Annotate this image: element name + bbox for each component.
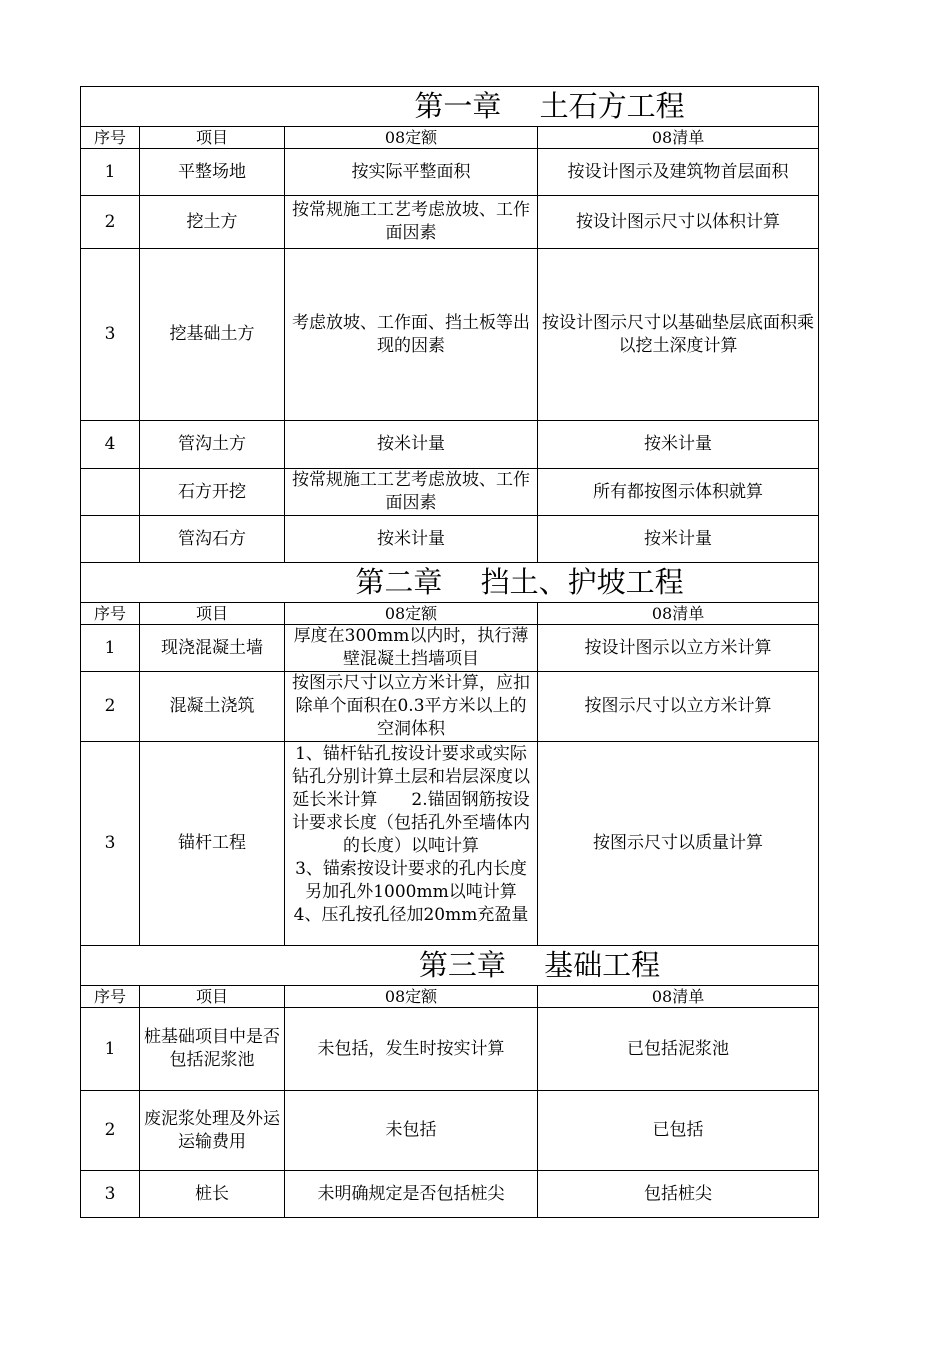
table-row (81, 249, 819, 421)
row-item: 石方开挖 (140, 469, 285, 516)
row-no: 3 (81, 742, 140, 946)
row-quota: 未包括 (285, 1091, 538, 1171)
row-item: 管沟土方 (140, 421, 285, 469)
header-no: 序号 (81, 127, 140, 149)
header-quota: 08定额 (285, 986, 538, 1008)
row-no (81, 516, 140, 563)
row-no: 4 (81, 421, 140, 469)
row-list: 按设计图示及建筑物首层面积 (538, 149, 819, 196)
header-list: 08清单 (538, 603, 819, 625)
header-no: 序号 (81, 986, 140, 1008)
header-no: 序号 (81, 603, 140, 625)
chapter-title-row (81, 563, 819, 603)
row-list: 已包括泥浆池 (538, 1008, 819, 1091)
row-list: 包括桩尖 (538, 1171, 819, 1218)
row-quota: 1、锚杆钻孔按设计要求或实际钻孔分别计算土层和岩层深度以延长米计算 2.锚固钢筋按设计要求长度（包括孔外至墙体内的长度）以吨计算 3、锚索按设计要求的孔内长度另加孔外1000mm以吨计算 4、压孔按孔径加20mm充盈量 (292, 744, 581, 925)
row-item: 挖土方 (140, 196, 285, 249)
row-item: 锚杆工程 (140, 742, 285, 946)
row-quota: 考虑放坡、工作面、挡土板等出现的因素 (285, 249, 538, 421)
table-row (81, 672, 819, 742)
header-row (81, 986, 819, 1008)
header-row (81, 603, 819, 625)
row-list: 按图示尺寸以质量计算 (538, 742, 819, 946)
table-row (81, 1008, 819, 1091)
row-no: 1 (81, 149, 140, 196)
row-no: 2 (81, 672, 140, 742)
row-list: 按米计量 (538, 516, 819, 563)
row-item: 废泥浆处理及外运运输费用 (140, 1091, 285, 1171)
row-item: 平整场地 (140, 149, 285, 196)
chapter-title-row (81, 946, 819, 986)
row-no: 2 (81, 196, 140, 249)
spreadsheet-page (80, 86, 818, 1218)
row-no: 3 (81, 249, 140, 421)
header-item: 项目 (140, 127, 285, 149)
table-row (81, 516, 819, 563)
row-list: 所有都按图示体积就算 (538, 469, 819, 516)
row-quota: 未明确规定是否包括桩尖 (285, 1171, 538, 1218)
row-item: 桩基础项目中是否包括泥浆池 (140, 1008, 285, 1091)
header-item: 项目 (140, 603, 285, 625)
table-row (81, 196, 819, 249)
chapter-title-row (81, 87, 819, 127)
header-list: 08清单 (538, 127, 819, 149)
row-item: 管沟石方 (140, 516, 285, 563)
table-row (81, 149, 819, 196)
row-item: 混凝土浇筑 (140, 672, 285, 742)
row-no: 1 (81, 625, 140, 672)
row-quota: 按实际平整面积 (285, 149, 538, 196)
row-quota: 按图示尺寸以立方米计算，应扣除单个面积在0.3平方米以上的空洞体积 (285, 672, 538, 742)
row-no: 3 (81, 1171, 140, 1218)
row-no: 1 (81, 1008, 140, 1091)
row-list: 按设计图示以立方米计算 (538, 625, 819, 672)
table-row (81, 421, 819, 469)
chapter-title: 第二章 挡土、护坡工程 (355, 565, 684, 599)
row-quota: 按米计量 (285, 421, 538, 469)
row-item: 挖基础土方 (140, 249, 285, 421)
row-item: 桩长 (140, 1171, 285, 1218)
row-quota: 厚度在300mm以内时，执行薄壁混凝土挡墙项目 (285, 625, 538, 672)
table-row (81, 742, 819, 946)
row-quota: 未包括，发生时按实计算 (285, 1008, 538, 1091)
row-list: 按设计图示尺寸以体积计算 (538, 196, 819, 249)
chapter-title: 第三章 基础工程 (418, 948, 661, 982)
row-list: 按设计图示尺寸以基础垫层底面积乘以挖土深度计算 (538, 249, 819, 421)
header-row (81, 127, 819, 149)
header-quota: 08定额 (285, 603, 538, 625)
row-list: 按图示尺寸以立方米计算 (538, 672, 819, 742)
row-quota: 按常规施工工艺考虑放坡、工作面因素 (285, 469, 538, 516)
table-row (81, 469, 819, 516)
comparison-table (80, 86, 819, 1218)
header-item: 项目 (140, 986, 285, 1008)
row-no: 2 (81, 1091, 140, 1171)
row-quota: 按米计量 (285, 516, 538, 563)
chapter-title: 第一章 土石方工程 (414, 89, 685, 123)
table-row (81, 1091, 819, 1171)
table-row (81, 1171, 819, 1218)
table-row (81, 625, 819, 672)
row-list: 已包括 (538, 1091, 819, 1171)
row-item: 现浇混凝土墙 (140, 625, 285, 672)
row-quota: 按常规施工工艺考虑放坡、工作面因素 (285, 196, 538, 249)
header-quota: 08定额 (285, 127, 538, 149)
row-list: 按米计量 (538, 421, 819, 469)
header-list: 08清单 (538, 986, 819, 1008)
row-no (81, 469, 140, 516)
